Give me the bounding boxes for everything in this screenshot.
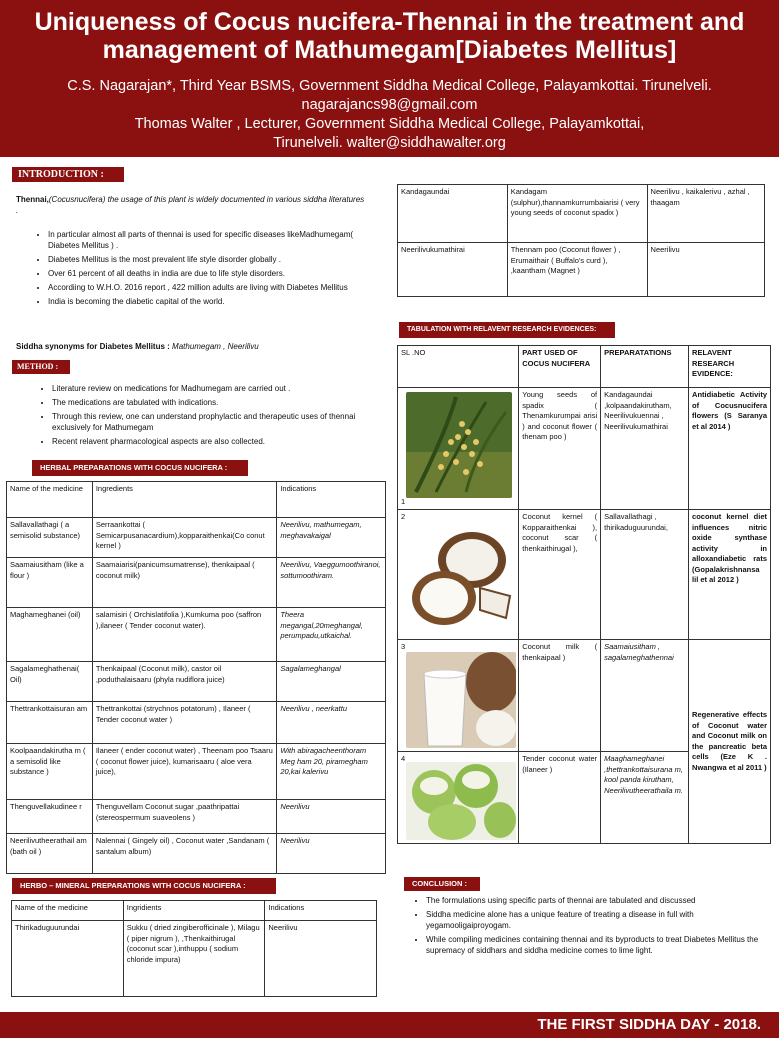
poster-title-line2: management of Mathumegam[Diabetes Mellitus]: [102, 36, 677, 64]
table-row: Sagalameghathenai( Oil) Thenkaipaal (Coconut milk), castor oil ,poduthalaisaaru (phyla nudiflora juice) Sagalameghangal: [7, 662, 386, 702]
sl-number: 2: [401, 512, 406, 521]
introduction-bullets: [34, 229, 378, 310]
poster-title-line1: Uniqueness of Cocus nucifera-Thennai in the treatment and: [34, 8, 745, 36]
top-right-table: [397, 184, 765, 297]
introduction-lead: Thennai,(Cocusnucifera) the usage of this plant is widely documented in various siddha literatures .: [16, 195, 365, 215]
table-row: 1 Young seeds of spadix ( Thenamkurumpai arisi ) and coconut flower ( thenam poo ) Kandagaundai ,kolpaandakirutham, Neerilivukuennai , Neerilivukumathirai Antidiabetic Activity of Cocusnucifera flowers (S Saranya et al 2014 ): [398, 388, 771, 510]
coconut-flower-image: [406, 392, 512, 498]
table-row: 4 Tender coconut water (Ilaneer ) Maaghameghanei ,thettrankottaisurana m, kool panda kirutham, Neerilivutheerathaila m.: [398, 752, 771, 844]
table-row: Neerilivukumathirai Thennam poo (Coconut flower ) , Erumaithair ( Buffalo's curd ), ,kaantham (Magnet ) Neerilivu: [398, 243, 765, 297]
sl-number: 3: [401, 642, 406, 651]
method-bullet: • Recent relavent pharmacological aspects are also collected.: [52, 436, 382, 447]
col-header: PREPARATATIONS: [601, 346, 689, 388]
image-cell: [398, 640, 519, 752]
col-header: Name of the medicine: [12, 901, 124, 921]
coconut-kernel-image: [410, 526, 514, 630]
method-heading: METHOD :: [12, 360, 70, 374]
method-bullet: • Through this review, one can understand prophylactic and therapeutic uses of thennai exclusively for Mathumegam: [52, 411, 382, 433]
herbal-table: [6, 481, 386, 874]
herbo-mineral-table: [11, 900, 377, 997]
col-header: Ingredients: [92, 482, 276, 518]
image-cell: [398, 388, 519, 510]
conclusion-bullet: • The formulations using specific parts of thennai are tabulated and discussed: [426, 895, 776, 906]
col-header: Indications: [277, 482, 386, 518]
intro-bullet: • Diabetes Mellitus is the most prevalent life style disorder globally .: [48, 254, 378, 265]
col-header: Name of the medicine: [7, 482, 93, 518]
intro-bullet: • In particular almost all parts of thennai is used for specific diseases likeMadhumegam( Diabetes Mellitus ) .: [48, 229, 378, 251]
col-header: Indications: [265, 901, 377, 921]
table-row: Maghameghanei (oil) salamisiri ( Orchislatifolia ),Kumkuma poo (saffron ),ilaneer ( Tender coconut water). Theera megangal,20meghangal, perumpadu,utkaichal.: [7, 608, 386, 662]
table-row: Saamaiusitham (like a flour ) Saamaiarisi(panicumsumatrense), thenkaipaal ( coconut milk) Neerilivu, Vaeggumoothiranoi, sottumoothiram.: [7, 558, 386, 608]
table-row: Thirikaduguurundai Sukku ( dried zingiberofficinale ), Milagu ( piper nigrum ), ,Thenkaithirugal (coconut scar ),inthuppu ( sodium chloride impura) Neerilivu: [12, 921, 377, 997]
sl-number: 1: [401, 496, 406, 506]
col-header: PART USED OF COCUS NUCIFERA: [519, 346, 601, 388]
table-row: Neerilivutheerathail am (bath oil ) Nalennai ( Gingely oil) , Coconut water ,Sandanam ( santalum album) Neerilivu: [7, 834, 386, 874]
tabulation-table: [397, 345, 771, 844]
col-header: RELAVENT RESEARCH EVIDENCE:: [689, 346, 771, 388]
author2: Thomas Walter , Lecturer, Government Siddha Medical College, Palayamkottai,: [134, 116, 645, 132]
method-bullets: [38, 383, 382, 450]
conclusion-bullet: • While compiling medicines containing thennai and its byproducts to treat Diabetes Mellitus the supremacy of siddhars and siddha medicine comes to lime light.: [426, 934, 776, 956]
herbo-header-row: [12, 901, 377, 921]
conclusion-bullets: [412, 895, 776, 959]
intro-bullet: • Accordiing to W.H.O. 2016 report , 422 million adults are living with Diabetes Mellitus: [48, 282, 378, 293]
method-bullet: • Literature review on medications for Madhumegam are carried out .: [52, 383, 382, 394]
footer-text: THE FIRST SIDDHA DAY - 2018.: [537, 1016, 761, 1033]
poster-header: [0, 0, 779, 157]
image-cell: [398, 752, 519, 844]
table-row: Sallavallathagi ( a semisolid substance) Serraankottai ( Semicarpusanacardium),kopparaithenkai(Co conut kernel ) Neerilivu, mathumegam, meghavakaigal: [7, 518, 386, 558]
image-cell: [398, 510, 519, 640]
coconut-milk-image: [406, 652, 516, 748]
tabulation-header-row: [398, 346, 771, 388]
conclusion-heading: CONCLUSION :: [404, 877, 480, 891]
intro-bullet: • India is becoming the diabetic capital of the world.: [48, 296, 378, 307]
herbo-mineral-heading: HERBO – MINERAL PREPARATIONS WITH COCUS NUCIFERA :: [12, 878, 276, 894]
herbal-heading: HERBAL PREPARATIONS WITH COCUS NUCIFERA :: [32, 460, 248, 476]
table-row: Thettrankottaisuran am Thettrankottai (strychnos potatorum) , Ilaneer ( Tender coconut water ) Neerilivu , neerkattu: [7, 702, 386, 744]
herbal-header-row: [7, 482, 386, 518]
table-row: 2 Coconut kernel ( Kopparaithenkai ), coconut scar ( thenkaithirugal ), Sallavallathagi , thirikaduguurundai, coconut kernel diet influences nitric oxide synthase activity in alloxandiabetic rats (Gopalakrishnansa lil et al 2012 ): [398, 510, 771, 640]
author2-affiliation: Tirunelveli. walter@siddhawalter.org: [273, 135, 506, 151]
table-row: 3 Coconut milk ( thenkaipaal ) Saamaiusitham , sagalameghathennai Regenerative effects of Coconut water and Coconut milk on the pancreatic beta cells (Eze K . Nwangwa et al 2011 ): [398, 640, 771, 752]
tabulation-heading: TABULATION WITH RELAVENT RESEARCH EVIDENCES:: [399, 322, 615, 338]
conclusion-bullet: • Siddha medicine alone has a unique feature of treating a disease in full with yegamooligaiproyogam.: [426, 909, 776, 931]
introduction-heading: INTRODUCTION :: [12, 167, 124, 182]
col-header: Ingridients: [123, 901, 265, 921]
sl-number: 4: [401, 754, 406, 763]
intro-bullet: • Over 61 percent of all deaths in india are due to life style disorders.: [48, 268, 378, 279]
tender-coconut-image: [406, 762, 516, 840]
method-bullet: • The medications are tabulated with indications.: [52, 397, 382, 408]
author1: C.S. Nagarajan*, Third Year BSMS, Government Siddha Medical College, Palayamkottai. Tirunelveli.: [67, 78, 712, 94]
col-header: SL .NO: [398, 346, 519, 388]
author1-email: nagarajancs98@gmail.com: [301, 97, 478, 113]
table-row: Koolpaandakirutha m ( a semisolid like substance ) Ilaneer ( ender coconut water) , Theenam poo Tsaaru ( coconut flower juice), kumarisaaru ( aloe vera juice), With abiragacheenthoram Meg ham 20, piramegham 20,kai kalerivu: [7, 744, 386, 800]
siddha-synonyms: Siddha synonyms for Diabetes Mellitus : Mathumegam , Neerilivu: [16, 342, 259, 351]
table-row: Kandagaundai Kandagam (sulphur),thannamkurrumbaiarisi ( very young seeds of coconut spadix ) Neerilivu , kaikalerivu , azhal , thaagam: [398, 185, 765, 243]
poster-footer: [0, 1012, 779, 1038]
table-row: Thenguvellakudinee r Thenguvellam Coconut sugar ,paathripattai (stereospermum suaveolens ) Neerilivu: [7, 800, 386, 834]
